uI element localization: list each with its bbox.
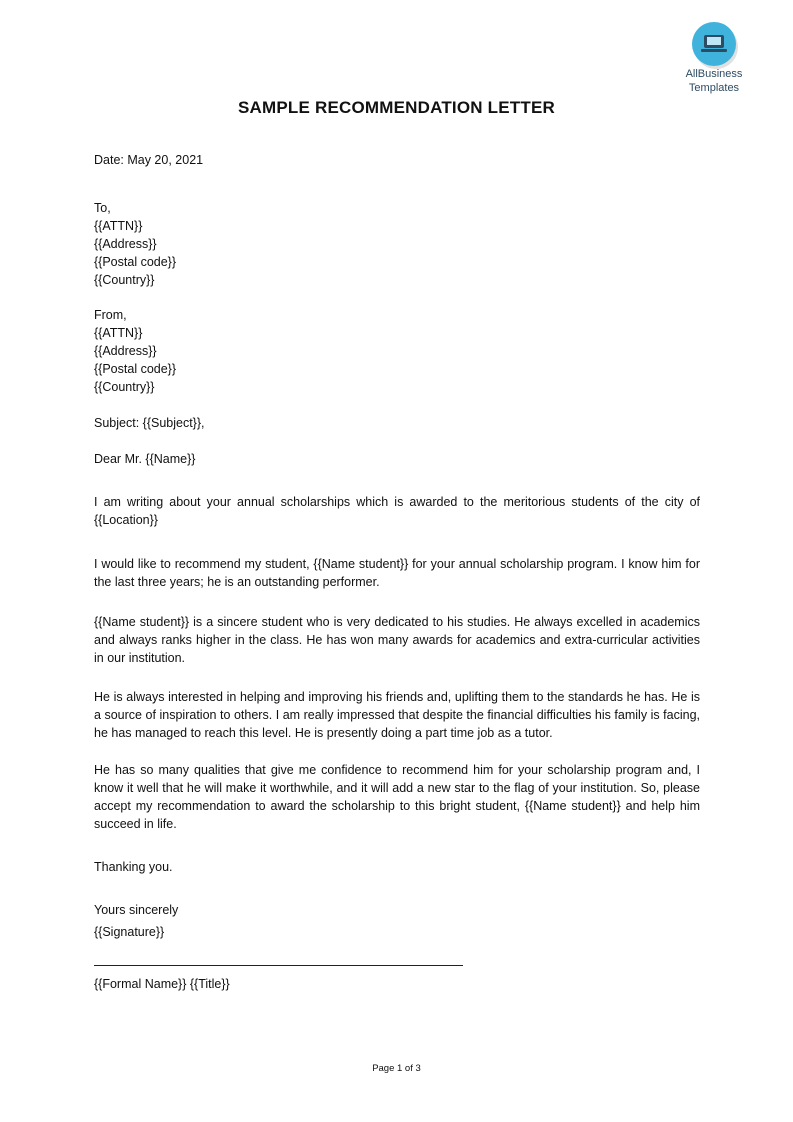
- brand-logo: [680, 22, 748, 94]
- paragraph-4: He is always interested in helping and improving his friends and, uplifting them to the standards he has. He is a source of inspiration to others. I am really impressed that despite the financial difficulties his family is facing, he has managed to reach this level. He is presently doing a part time job as a tutor.: [94, 690, 700, 740]
- from-address: {{Address}}: [94, 344, 157, 358]
- paragraph-3: {{Name student}} is a sincere student who is very dedicated to his studies. He always excelled in academics and always ranks higher in the class. He has won many awards for academics and extra-curricular activities in our institution.: [94, 615, 700, 665]
- document-title: SAMPLE RECOMMENDATION LETTER: [238, 98, 555, 117]
- closing-thanks: Thanking you.: [94, 860, 173, 874]
- from-country: {{Country}}: [94, 380, 155, 394]
- paragraph-1: I am writing about your annual scholarships which is awarded to the meritorious students of the city of {{Location}}: [94, 495, 700, 527]
- to-attn: {{ATTN}}: [94, 219, 143, 233]
- to-postal-code: {{Postal code}}: [94, 255, 177, 269]
- salutation: Dear Mr. {{Name}}: [94, 452, 196, 466]
- from-postal-code: {{Postal code}}: [94, 362, 177, 376]
- from-address-block: [94, 306, 700, 396]
- from-label: From,: [94, 308, 127, 322]
- closing-sincerely: Yours sincerely: [94, 903, 179, 917]
- signature-line: [94, 965, 463, 966]
- to-address: {{Address}}: [94, 237, 157, 251]
- laptop-icon: [692, 22, 736, 66]
- formal-name-title: {{Formal Name}} {{Title}}: [94, 977, 230, 991]
- from-attn: {{ATTN}}: [94, 326, 143, 340]
- date-line: Date: May 20, 2021: [94, 153, 204, 167]
- subject-line: Subject: {{Subject}},: [94, 416, 205, 430]
- paragraph-5: He has so many qualities that give me confidence to recommend him for your scholarship program and, I know it well that he will make it worthwhile, and it will add a new star to the flag of your institution. So, please accept my recommendation to award the scholarship to this bright student, {{Name student}} and help him succeed in life.: [94, 763, 700, 831]
- page-number: Page 1 of 3: [372, 1063, 421, 1074]
- logo-text-line2: Templates: [688, 82, 740, 94]
- paragraph-2: I would like to recommend my student, {{Name student}} for your annual scholarship program. I know him for the last three years; he is an outstanding performer.: [94, 557, 700, 589]
- signature-placeholder: {{Signature}}: [94, 925, 165, 939]
- to-address-block: [94, 199, 700, 289]
- to-label: To,: [94, 201, 111, 215]
- logo-text-line1: AllBusiness: [685, 68, 743, 80]
- to-country: {{Country}}: [94, 273, 155, 287]
